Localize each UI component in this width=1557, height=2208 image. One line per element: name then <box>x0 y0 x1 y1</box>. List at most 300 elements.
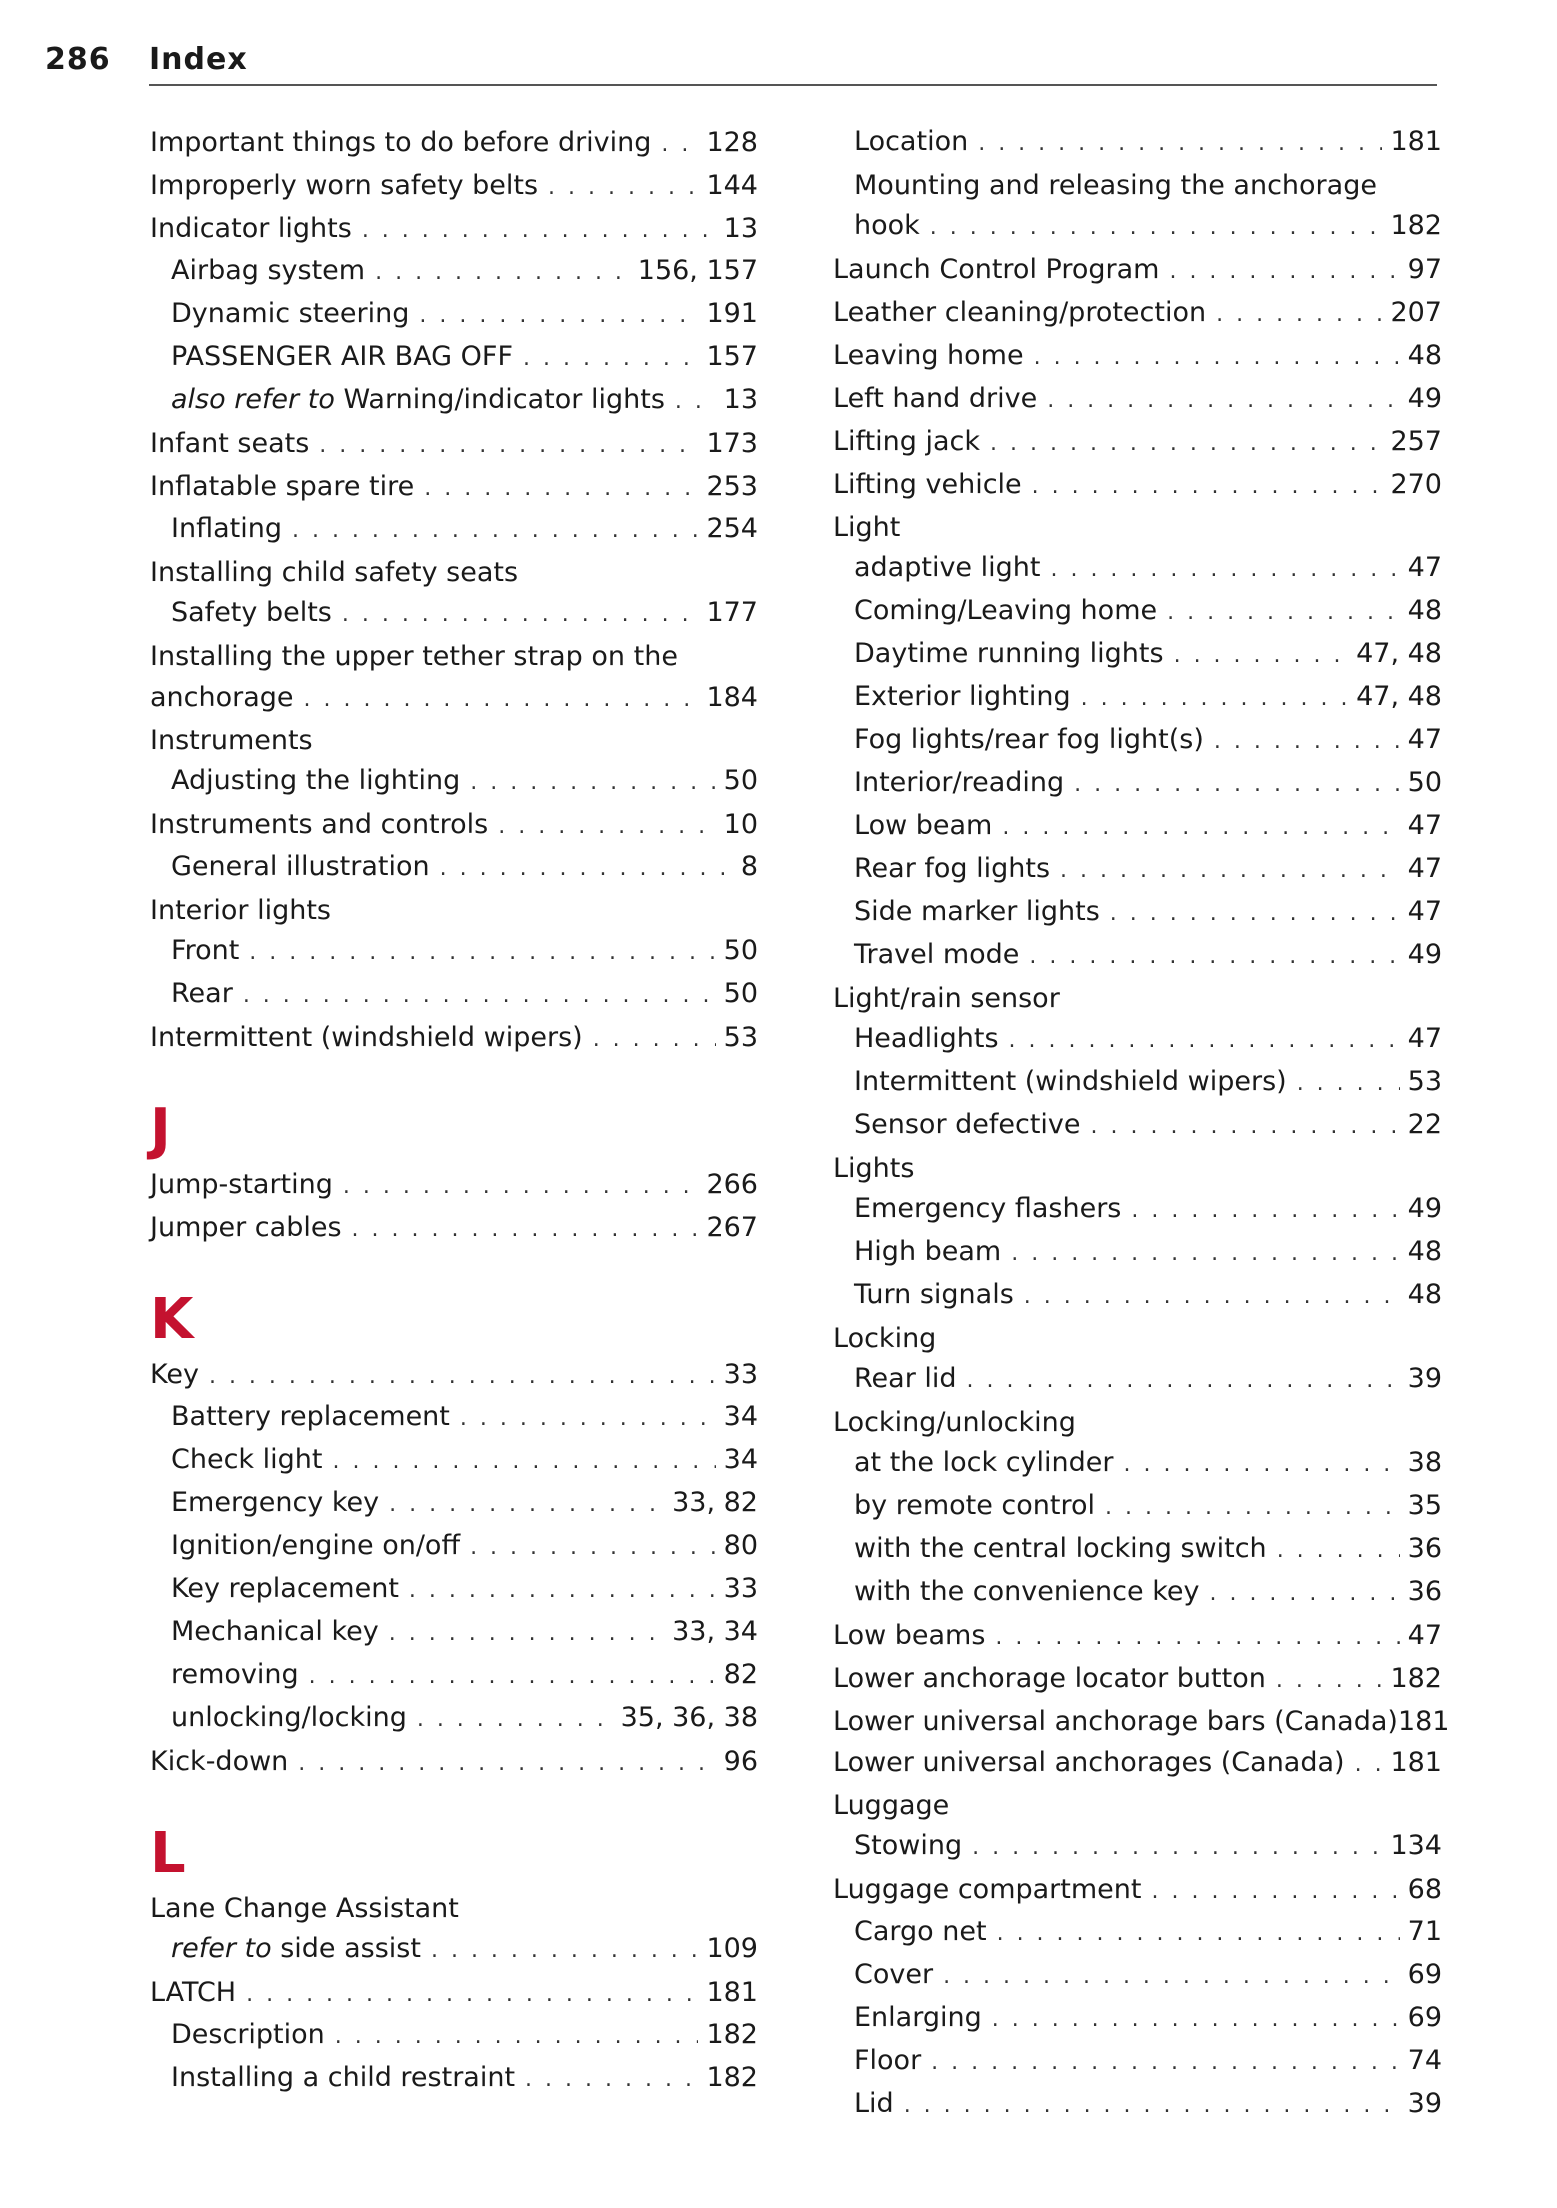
page-reference: 47 <box>1407 810 1442 841</box>
page-reference: 34 <box>723 1444 758 1475</box>
dot-leader <box>1276 1666 1383 1696</box>
index-entry <box>833 1658 1442 1701</box>
index-subentry <box>833 935 1442 978</box>
index-subentry <box>833 763 1442 806</box>
entry-label: at the lock cylinder <box>854 1447 1114 1478</box>
entry-label: Low beams <box>833 1620 986 1651</box>
dot-leader <box>675 387 716 417</box>
page-reference: 50 <box>723 978 758 1009</box>
entry-term <box>171 385 665 415</box>
page-reference: 33, 34 <box>672 1616 758 1647</box>
page-reference: 71 <box>1407 1916 1442 1947</box>
page-reference: 96 <box>723 1746 758 1777</box>
letter-heading-k: K <box>150 1287 194 1352</box>
entry-label: Dynamic steering <box>171 298 410 329</box>
index-entry <box>150 1354 758 1397</box>
entry-term <box>854 1960 933 1990</box>
entry-label: anchorage <box>150 682 294 713</box>
entry-label: Mechanical key <box>171 1616 379 1647</box>
index-subentry <box>833 892 1442 935</box>
dot-leader <box>343 1172 699 1202</box>
dot-leader <box>1209 1579 1399 1609</box>
entry-label: Lifting jack <box>833 426 981 457</box>
dot-leader <box>498 812 715 842</box>
page-reference: 47, 48 <box>1356 681 1442 712</box>
index-subentry <box>150 294 758 337</box>
index-entry <box>150 1741 758 1784</box>
page-reference: 47 <box>1407 1023 1442 1054</box>
dot-leader <box>431 1936 698 1966</box>
dot-leader <box>930 213 1383 243</box>
index-entry <box>833 1869 1442 1912</box>
entry-term <box>150 214 352 244</box>
page-reference: 10 <box>723 809 758 840</box>
entry-label: Safety belts <box>171 597 332 628</box>
index-heading: Mounting and releasing the anchorage <box>854 170 1377 201</box>
entry-term <box>171 2063 515 2093</box>
entry-term <box>171 342 513 372</box>
entry-label: Lifting vehicle <box>833 469 1022 500</box>
page-reference: 97 <box>1407 254 1442 285</box>
entry-term <box>150 1747 288 1777</box>
index-subentry <box>150 509 758 552</box>
entry-term <box>854 2089 894 2119</box>
entry-term <box>854 811 992 841</box>
index-entry <box>150 1164 758 1207</box>
dot-leader <box>1123 1450 1399 1480</box>
entry-label: Ignition/engine on/off <box>171 1530 461 1561</box>
page-reference: 181 <box>1390 126 1442 157</box>
index-entry <box>833 378 1442 421</box>
entry-label: Rear <box>171 978 233 1009</box>
entry-term <box>854 1280 1014 1310</box>
page-reference: 22 <box>1407 1109 1442 1140</box>
entry-label: Lower universal anchorage bars (Canada) <box>833 1706 1398 1737</box>
cross-reference-prefix: refer to <box>171 1933 272 1964</box>
entry-term <box>833 1621 985 1651</box>
page-reference: 254 <box>706 513 758 544</box>
entry-label: Sensor defective <box>854 1109 1081 1140</box>
index-heading: Instruments <box>150 725 313 756</box>
dot-leader <box>990 429 1382 459</box>
index-subentry <box>150 761 758 804</box>
page-header <box>45 42 1435 88</box>
entry-term <box>171 1660 299 1690</box>
entry-label: Leaving home <box>833 340 1024 371</box>
entry-term <box>171 1402 450 1432</box>
dot-leader <box>992 2005 1400 2035</box>
entry-term <box>854 1831 962 1861</box>
page-reference: 36 <box>1407 1533 1442 1564</box>
entry-label: Warning/indicator lights <box>343 384 665 415</box>
entry-label: Stowing <box>854 1830 963 1861</box>
dot-leader <box>1297 1069 1400 1099</box>
dot-leader <box>1074 770 1399 800</box>
page-reference: 253 <box>706 471 758 502</box>
entry-label: Turn signals <box>854 1279 1014 1310</box>
dot-leader <box>249 938 715 968</box>
entry-term <box>854 940 1019 970</box>
dot-leader <box>1047 386 1399 416</box>
index-heading: Interior lights <box>150 895 331 926</box>
page-reference: 33 <box>723 1359 758 1390</box>
entry-label: by remote control <box>854 1490 1096 1521</box>
index-subentry <box>150 251 758 294</box>
page-reference: 48 <box>1407 595 1442 626</box>
entry-term <box>854 1110 1081 1140</box>
entry-term <box>150 810 488 840</box>
entry-term <box>171 766 460 796</box>
index-subentry <box>833 591 1442 634</box>
dot-leader <box>298 1749 715 1779</box>
dot-leader <box>389 1490 664 1520</box>
entry-label: Daytime running lights <box>854 638 1164 669</box>
dot-leader <box>1214 727 1400 757</box>
entry-label: Cargo net <box>854 1916 987 1947</box>
page-reference: 53 <box>723 1022 758 1053</box>
entry-term <box>150 472 414 502</box>
index-heading: Light/rain sensor <box>833 983 1060 1014</box>
dot-leader <box>332 1447 715 1477</box>
dot-leader <box>548 173 698 203</box>
index-heading: Installing the upper tether strap on the <box>150 641 678 672</box>
entry-label: hook <box>854 210 920 241</box>
index-subentry <box>150 1569 758 1612</box>
index-subentry <box>150 1698 758 1741</box>
dot-leader <box>1029 942 1399 972</box>
dot-leader <box>904 2091 1400 2121</box>
index-subentry <box>150 1929 758 1972</box>
page-reference: 53 <box>1407 1066 1442 1097</box>
page-reference: 181 <box>706 1977 758 2008</box>
dot-leader <box>409 1576 716 1606</box>
dot-leader <box>1355 1750 1383 1780</box>
entry-term <box>854 1237 1001 1267</box>
index-subentry <box>150 974 758 1017</box>
entry-term <box>854 2046 921 2076</box>
letter-heading-j: J <box>150 1097 171 1162</box>
entry-label: Lid <box>854 2088 894 2119</box>
page-reference: 144 <box>706 170 758 201</box>
page-reference: 82 <box>723 1659 758 1690</box>
dot-leader <box>246 1980 698 2010</box>
entry-term <box>833 255 1159 285</box>
entry-label: Instruments and controls <box>150 809 489 840</box>
entry-label: Indicator lights <box>150 213 352 244</box>
page-reference: 47 <box>1407 1620 1442 1651</box>
entry-label: Infant seats <box>150 428 310 459</box>
entry-label: Launch Control Program <box>833 254 1160 285</box>
index-entry <box>150 1017 758 1060</box>
entry-label: Exterior lighting <box>854 681 1071 712</box>
index-subentry <box>833 206 1442 249</box>
dot-leader <box>943 1962 1400 1992</box>
entry-label: Description <box>171 2019 325 2050</box>
index-subentry <box>150 931 758 974</box>
page-reference: 267 <box>706 1212 758 1243</box>
index-subentry <box>833 1955 1442 1998</box>
index-entry <box>833 421 1442 464</box>
index-entry <box>150 804 758 847</box>
entry-term <box>171 2020 325 2050</box>
entry-label: Rear lid <box>854 1363 957 1394</box>
index-subentry <box>833 806 1442 849</box>
dot-leader <box>967 1366 1400 1396</box>
entry-label: Lower anchorage locator button <box>833 1663 1266 1694</box>
entry-term <box>854 682 1071 712</box>
dot-leader <box>1060 856 1400 886</box>
entry-label: side assist <box>280 1933 421 1964</box>
header-rule <box>149 84 1437 86</box>
dot-leader <box>375 258 630 288</box>
entry-term <box>833 298 1206 328</box>
index-heading: Light <box>833 512 901 543</box>
entry-term <box>833 1875 1141 1905</box>
entry-term <box>854 725 1204 755</box>
page-reference: 50 <box>1407 767 1442 798</box>
cross-reference-prefix: also refer to <box>171 384 335 415</box>
entry-label: Battery replacement <box>171 1401 450 1432</box>
dot-leader <box>1151 1877 1399 1907</box>
entry-term <box>854 1534 1267 1564</box>
dot-leader <box>460 1404 716 1434</box>
dot-leader <box>209 1362 716 1392</box>
entry-term <box>171 979 233 1009</box>
dot-leader <box>470 1533 716 1563</box>
index-subentry <box>833 1998 1442 2041</box>
page-reference: 69 <box>1407 2002 1442 2033</box>
entry-term <box>854 1577 1199 1607</box>
page-reference: 181 <box>1397 1706 1450 1737</box>
entry-term <box>854 596 1157 626</box>
entry-label: Kick-down <box>150 1746 289 1777</box>
entry-term <box>854 2003 982 2033</box>
entry-term <box>854 127 968 157</box>
dot-leader <box>972 1833 1382 1863</box>
index-entry <box>833 335 1442 378</box>
entry-label: Rear fog lights <box>854 853 1051 884</box>
dot-leader <box>931 2048 1399 2078</box>
index-subentry <box>833 548 1442 591</box>
entry-label: with the convenience key <box>854 1576 1200 1607</box>
index-subentry <box>833 2041 1442 2084</box>
entry-term <box>171 1574 399 1604</box>
entry-term <box>150 683 294 713</box>
index-subentry <box>833 1826 1442 1869</box>
dot-leader <box>352 1215 699 1245</box>
page-reference: 74 <box>1407 2045 1442 2076</box>
entry-label: Front <box>171 935 240 966</box>
entry-term <box>171 514 282 544</box>
entry-label: Floor <box>854 2045 922 2076</box>
index-entry <box>150 1972 758 2015</box>
entry-term <box>171 936 239 966</box>
index-entry <box>150 208 758 251</box>
page-reference: 69 <box>1407 1959 1442 1990</box>
index-subentry <box>833 849 1442 892</box>
page-reference: 157 <box>706 341 758 372</box>
entry-term <box>171 852 430 882</box>
dot-leader <box>292 516 698 546</box>
page-reference: 47, 48 <box>1356 638 1442 669</box>
entry-term <box>150 1023 583 1053</box>
index-subentry <box>833 1232 1442 1275</box>
entry-label: Emergency key <box>171 1487 380 1518</box>
dot-leader <box>593 1025 716 1055</box>
entry-term <box>171 1488 379 1518</box>
entry-label: Airbag system <box>171 255 366 286</box>
index-subentry <box>150 337 758 380</box>
dot-leader <box>1009 1026 1400 1056</box>
entry-term <box>150 171 538 201</box>
index-subentry <box>833 1062 1442 1105</box>
index-entry <box>833 1742 1442 1785</box>
page-reference: 35 <box>1407 1490 1442 1521</box>
page-reference: 47 <box>1407 896 1442 927</box>
page-reference: 134 <box>1390 1830 1442 1861</box>
dot-leader <box>1110 899 1400 929</box>
page-reference: 36 <box>1407 1576 1442 1607</box>
entry-label: removing <box>171 1659 299 1690</box>
entry-term <box>833 1707 1398 1737</box>
index-subentry <box>150 2015 758 2058</box>
dot-leader <box>419 301 698 331</box>
entry-term <box>854 1024 999 1054</box>
index-heading: Locking <box>833 1323 937 1354</box>
dot-leader <box>1032 472 1383 502</box>
page-number: 286 <box>45 42 111 77</box>
entry-term <box>833 1664 1266 1694</box>
entry-label: Cover <box>854 1959 934 1990</box>
index-subentry <box>833 1443 1442 1486</box>
entry-term <box>854 1917 987 1947</box>
page-reference: 80 <box>723 1530 758 1561</box>
dot-leader <box>525 2065 698 2095</box>
page-reference: 109 <box>706 1933 758 1964</box>
page-reference: 33 <box>723 1573 758 1604</box>
index-subentry <box>150 2058 758 2101</box>
entry-term <box>150 1360 199 1390</box>
index-entry <box>833 1615 1442 1658</box>
dot-leader <box>523 344 698 374</box>
page-reference: 50 <box>723 765 758 796</box>
page-reference: 34 <box>723 1401 758 1432</box>
page-reference: 39 <box>1407 2088 1442 2119</box>
index-subentry <box>150 380 758 423</box>
index-heading: Installing child safety seats <box>150 557 519 588</box>
index-subentry <box>833 122 1442 165</box>
page-reference: 8 <box>740 851 758 882</box>
entry-label: Headlights <box>854 1023 999 1054</box>
index-subentry <box>833 720 1442 763</box>
entry-label: Enlarging <box>854 2002 982 2033</box>
dot-leader <box>1011 1239 1399 1269</box>
entry-label: Inflating <box>171 513 282 544</box>
index-group-l <box>150 1888 758 2101</box>
dot-leader <box>1216 300 1382 330</box>
page-reference: 49 <box>1407 939 1442 970</box>
dot-leader <box>1174 641 1349 671</box>
index-subentry <box>150 1483 758 1526</box>
index-entry <box>150 677 758 720</box>
entry-term <box>171 299 409 329</box>
entry-label: Emergency flashers <box>854 1193 1122 1224</box>
dot-leader <box>309 1662 716 1692</box>
page-reference: 182 <box>1390 210 1442 241</box>
dot-leader <box>1169 257 1399 287</box>
index-group-j <box>150 1164 758 1250</box>
entry-label: Check light <box>171 1444 323 1475</box>
index-entry <box>833 249 1442 292</box>
entry-label: unlocking/locking <box>171 1702 407 1733</box>
entry-term <box>854 1194 1121 1224</box>
index-subentry <box>150 1440 758 1483</box>
index-entry <box>833 464 1442 507</box>
entry-term <box>171 1531 460 1561</box>
index-group-k <box>150 1354 758 1784</box>
page-reference: 47 <box>1407 853 1442 884</box>
dot-leader <box>1024 1282 1400 1312</box>
dot-leader <box>1081 684 1348 714</box>
page-reference: 156, 157 <box>637 255 758 286</box>
dot-leader <box>661 130 698 160</box>
index-subentry <box>833 677 1442 720</box>
index-subentry <box>150 1655 758 1698</box>
page-reference: 47 <box>1407 724 1442 755</box>
page-reference: 13 <box>723 213 758 244</box>
dot-leader <box>1277 1536 1400 1566</box>
dot-leader <box>995 1623 1399 1653</box>
dot-leader <box>997 1919 1400 1949</box>
entry-term <box>171 1617 379 1647</box>
entry-label: Inflatable spare tire <box>150 471 415 502</box>
page-title: Index <box>149 42 248 77</box>
page-reference: 182 <box>1390 1663 1442 1694</box>
page-reference: 182 <box>706 2062 758 2093</box>
page-reference: 50 <box>723 935 758 966</box>
entry-term <box>150 429 309 459</box>
dot-leader <box>389 1619 664 1649</box>
entry-label: General illustration <box>171 851 430 882</box>
index-entry <box>833 292 1442 335</box>
index-heading: Lane Change Assistant <box>150 1893 459 1924</box>
index-entry <box>150 466 758 509</box>
index-subentry <box>833 1189 1442 1232</box>
page-reference: 184 <box>706 682 758 713</box>
index-subentry <box>833 1572 1442 1615</box>
index-entry <box>150 165 758 208</box>
dot-leader <box>1105 1493 1400 1523</box>
entry-term <box>171 1703 407 1733</box>
entry-label: Jumper cables <box>150 1212 342 1243</box>
entry-label: Intermittent (windshield wipers) <box>150 1022 583 1053</box>
index-subentry <box>150 593 758 636</box>
dot-leader <box>424 474 698 504</box>
entry-term <box>854 1491 1095 1521</box>
page-reference: 266 <box>706 1169 758 1200</box>
entry-label: LATCH <box>150 1977 237 2008</box>
index-group-l-continued <box>833 122 1450 2127</box>
index-subentry <box>833 1529 1442 1572</box>
page-reference: 39 <box>1407 1363 1442 1394</box>
entry-label: Coming/Leaving home <box>854 595 1158 626</box>
index-subentry <box>833 1486 1442 1529</box>
entry-label: Important things to do before driving <box>150 127 652 158</box>
entry-term <box>833 384 1037 414</box>
dot-leader <box>1167 598 1400 628</box>
page-reference: 13 <box>723 384 758 415</box>
page-reference: 128 <box>706 127 758 158</box>
